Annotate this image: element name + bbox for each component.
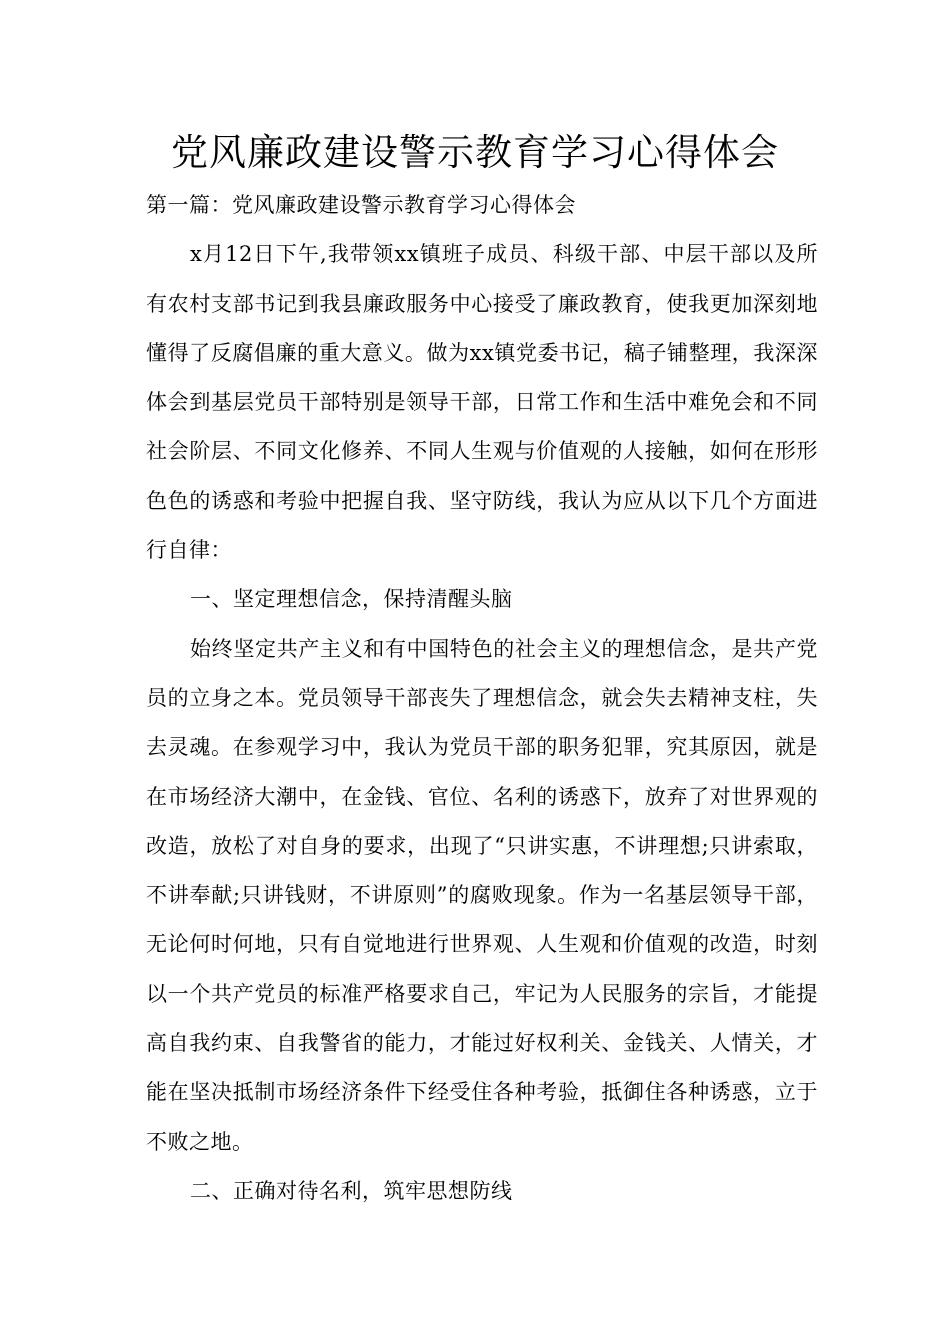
section-heading-1: 一、坚定理想信念，保持清醒头脑: [190, 587, 513, 612]
document-body: [146, 181, 818, 1216]
paragraph-intro: x月12日下午,我带领xx镇班子成员、科级干部、中层干部以及所有农村支部书记到我县廉政服务中心接受了廉政教育，使我更加深刻地懂得了反腐倡廉的重大意义。做为xx镇党委书记，稿子铺整理，我深深体会到基层党员干部特别是领导干部，日常工作和生活中难免会和不同社会阶层、不同文化修养、不同人生观与价值观的人接触，如何在形形色色的诱惑和考验中把握自我、坚守防线，我认为应从以下几个方面进行自律：: [146, 242, 818, 563]
section-heading-2: 二、正确对待名利，筑牢思想防线: [190, 1178, 513, 1203]
document-subtitle: 第一篇：党风廉政建设警示教育学习心得体会: [146, 193, 576, 217]
paragraph-section-1: 始终坚定共产主义和有中国特色的社会主义的理想信念，是共产党员的立身之本。党员领导干部丧失了理想信念，就会失去精神支柱，失去灵魂。在参观学习中，我认为党员干部的职务犯罪，究其原因，就是在市场经济大潮中，在金钱、官位、名利的诱惑下，放弃了对世界观的改造，放松了对自身的要求，出现了“只讲实惠，不讲理想;只讲索取，不讲奉献;只讲钱财，不讲原则”的腐败现象。作为一名基层领导干部，无论何时何地，只有自觉地进行世界观、人生观和价值观的改造，时刻以一个共产党员的标准严格要求自己，牢记为人民服务的宗旨，才能提高自我约束、自我警省的能力，才能过好权利关、金钱关、人情关，才能在坚决抵制市场经济条件下经受住各种考验，抵御住各种诱惑，立于不败之地。: [146, 636, 818, 1154]
document-title: 党风廉政建设警示教育学习心得体会: [171, 131, 779, 174]
